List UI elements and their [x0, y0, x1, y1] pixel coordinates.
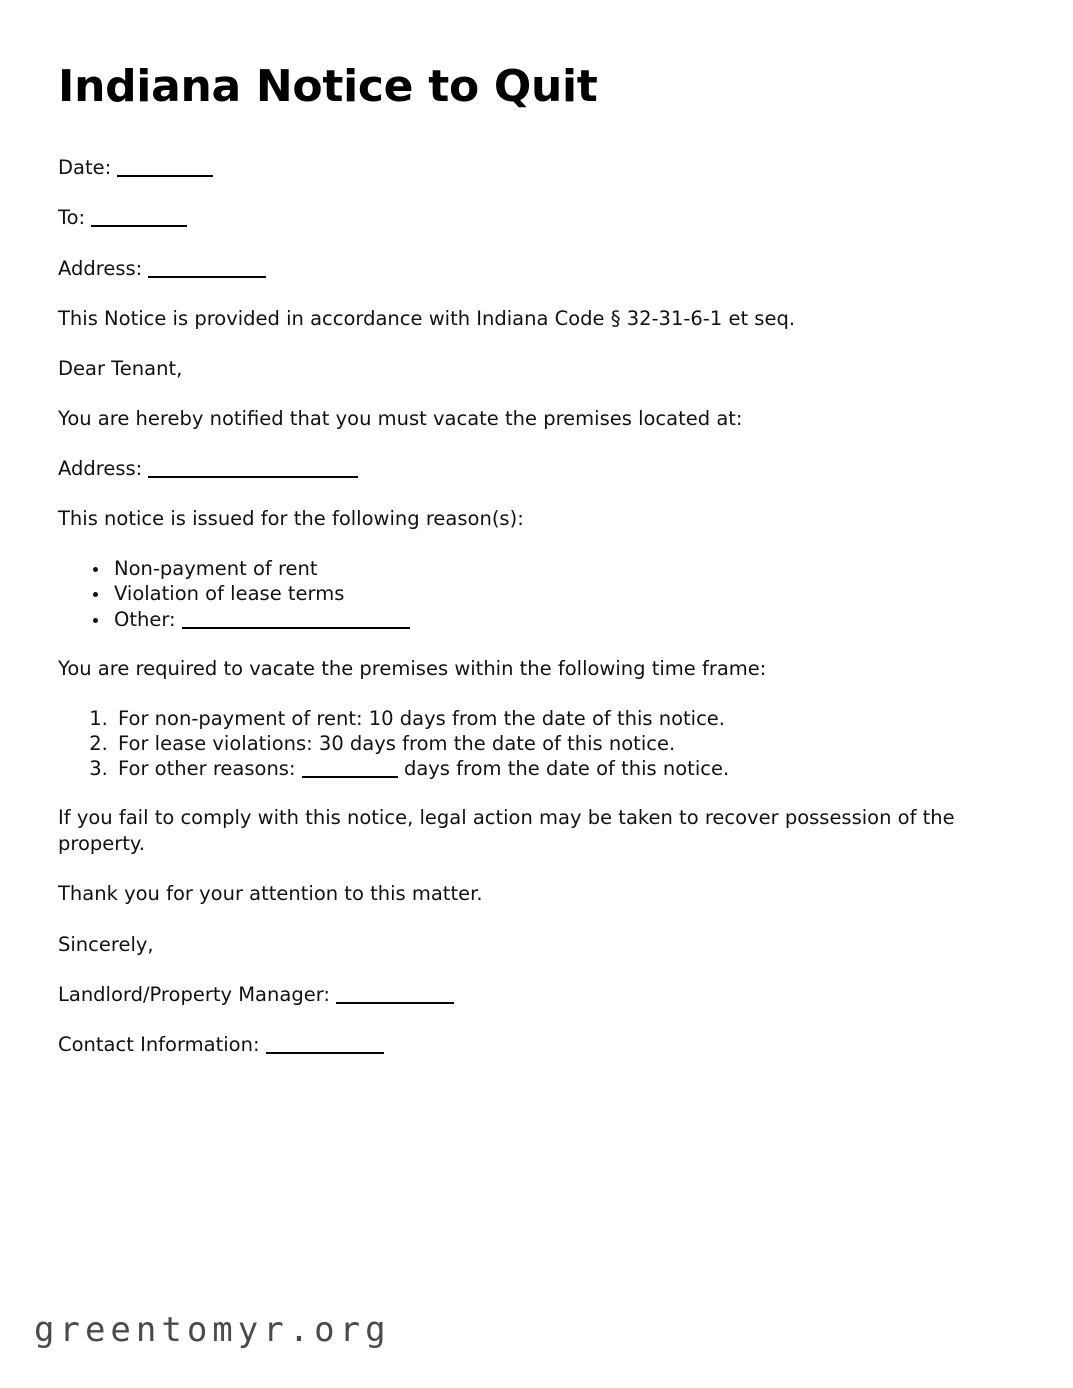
field-contact-info-label: Contact Information: [58, 1032, 260, 1056]
field-premises-address [58, 456, 988, 482]
field-date-label: Date: [58, 156, 112, 180]
field-to-blank[interactable] [91, 225, 187, 227]
field-date [58, 155, 988, 181]
field-address-blank[interactable] [148, 276, 266, 278]
field-landlord-blank[interactable] [336, 1002, 454, 1004]
list-item [110, 581, 988, 606]
reason-text: Other: [114, 607, 176, 631]
reason-text: Non-payment of rent [114, 557, 318, 581]
list-item [114, 731, 988, 756]
timeframe-list [58, 706, 988, 781]
closing-line: Sincerely, [58, 932, 154, 956]
reasons-list [58, 556, 988, 631]
field-contact-info [58, 1032, 988, 1058]
reason-text: Violation of lease terms [114, 582, 345, 606]
list-item [110, 556, 988, 581]
page-title: Indiana Notice to Quit [58, 61, 598, 112]
field-contact-info-blank[interactable] [266, 1052, 384, 1054]
thanks-line: Thank you for your attention to this matter. [58, 882, 483, 906]
field-address-label: Address: [58, 256, 143, 280]
reasons-intro: This notice is issued for the following reason(s): [58, 507, 524, 531]
field-landlord-label: Landlord/Property Manager: [58, 982, 330, 1006]
timeframe-other-days-blank[interactable] [302, 776, 398, 778]
timeframe-text: For lease violations: 30 days from the date of this notice. [118, 731, 676, 755]
list-item [110, 607, 988, 632]
field-premises-address-blank[interactable] [148, 476, 358, 478]
field-date-blank[interactable] [117, 175, 213, 177]
timeframe-text: For non-payment of rent: 10 days from the date of this notice. [118, 706, 725, 730]
document-body [58, 62, 988, 1082]
list-item [114, 706, 988, 731]
timeframe-prefix: For other reasons: [118, 757, 296, 781]
notice-intro: You are hereby notified that you must vacate the premises located at: [58, 406, 743, 430]
field-to-label: To: [58, 206, 86, 230]
field-premises-address-label: Address: [58, 457, 143, 481]
statute-reference: This Notice is provided in accordance with Indiana Code § 32-31-6-1 et seq. [58, 306, 796, 330]
field-address [58, 256, 988, 282]
timeframe-suffix: days from the date of this notice. [403, 757, 730, 781]
field-to [58, 205, 988, 231]
reason-other-blank[interactable] [182, 627, 410, 629]
site-watermark: greentomyr.org [34, 1310, 391, 1350]
field-landlord [58, 982, 988, 1008]
list-item [114, 756, 988, 781]
salutation: Dear Tenant, [58, 356, 183, 380]
timeframe-intro: You are required to vacate the premises within the following time frame: [58, 656, 767, 680]
legal-warning: If you fail to comply with this notice, legal action may be taken to recover possession of the property. [58, 806, 955, 856]
